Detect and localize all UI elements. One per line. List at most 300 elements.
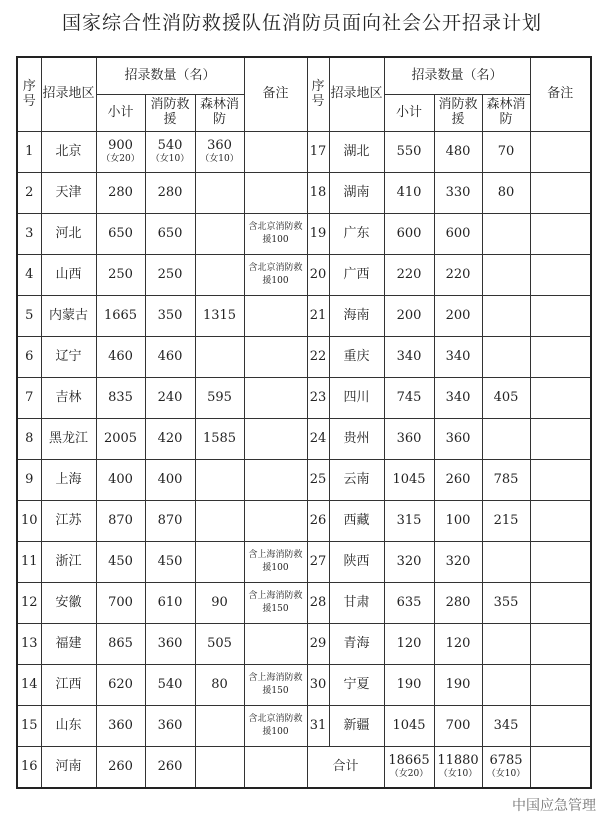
cell-value: 23 — [309, 389, 327, 405]
table-cell — [244, 173, 307, 214]
table-cell — [307, 296, 329, 337]
cell-value: 10 — [20, 512, 38, 528]
cell-value: 辽宁 — [55, 348, 82, 364]
cell-value: 870 — [108, 512, 133, 528]
cell-value: 100 — [445, 512, 471, 528]
table-cell — [384, 337, 434, 378]
table-cell — [17, 214, 41, 255]
watermark: 中国应急管理 — [512, 798, 596, 814]
cell-value: 海南 — [343, 307, 370, 323]
cell-value: 900 — [108, 138, 133, 154]
table-cell — [244, 460, 307, 501]
cell-value: 80 — [497, 184, 515, 200]
table-cell — [307, 173, 329, 214]
table-cell — [482, 132, 530, 173]
cell-value: 635 — [396, 594, 422, 610]
table-cell — [145, 542, 195, 583]
table-cell — [41, 419, 96, 460]
table-cell — [384, 214, 434, 255]
table-cell — [329, 214, 384, 255]
table-cell — [482, 173, 530, 214]
header-remark: 备注 — [244, 57, 307, 132]
cell-value: 70 — [497, 143, 515, 159]
cell-value: 6 — [25, 348, 34, 364]
table-cell — [244, 337, 307, 378]
cell-value: 内蒙古 — [48, 307, 88, 323]
cell-value: 14 — [20, 676, 38, 692]
table-row — [17, 583, 591, 624]
table-row — [17, 747, 591, 789]
cell-value: 330 — [445, 184, 471, 200]
table-row — [17, 706, 591, 747]
table-cell — [482, 255, 530, 296]
table-cell — [41, 501, 96, 542]
table-cell — [329, 501, 384, 542]
cell-value: 315 — [396, 512, 422, 528]
cell-value: 含上海消防救援150 — [248, 590, 303, 614]
cell-value: 1315 — [202, 307, 237, 323]
table-cell — [41, 296, 96, 337]
cell-value: 1045 — [392, 717, 426, 733]
table-cell — [145, 132, 195, 173]
cell-value: 745 — [396, 389, 422, 405]
cell-value: 260 — [108, 758, 133, 774]
cell-value: 350 — [157, 307, 183, 323]
cell-value: 250 — [108, 266, 133, 282]
table-cell — [96, 501, 145, 542]
cell-value: 870 — [157, 512, 183, 528]
cell-note: （女20） — [389, 769, 429, 780]
table-cell — [434, 747, 482, 789]
cell-value: 含北京消防救援100 — [248, 262, 303, 286]
cell-value: 黑龙江 — [48, 430, 88, 446]
header-forest: 森林消防 — [195, 95, 244, 132]
cell-note: （女10） — [438, 769, 478, 780]
cell-value: 120 — [445, 635, 471, 651]
table-cell — [145, 378, 195, 419]
table-cell — [145, 624, 195, 665]
table-cell — [145, 337, 195, 378]
cell-value: 700 — [445, 717, 471, 733]
table-cell — [482, 296, 530, 337]
table-cell — [145, 173, 195, 214]
table-cell — [530, 542, 591, 583]
cell-value: 360 — [207, 138, 232, 154]
table-row — [17, 337, 591, 378]
table-cell — [195, 542, 244, 583]
cell-value: 30 — [309, 676, 327, 692]
cell-value: 合计 — [332, 758, 359, 774]
table-cell — [244, 296, 307, 337]
table-cell — [96, 132, 145, 173]
cell-value: 11 — [20, 553, 38, 569]
table-row — [17, 460, 591, 501]
cell-value: 90 — [211, 594, 228, 610]
table-cell — [17, 173, 41, 214]
table-cell — [384, 706, 434, 747]
cell-value: 200 — [445, 307, 471, 323]
table-cell — [530, 665, 591, 706]
cell-value: 540 — [157, 138, 183, 154]
table-cell — [96, 214, 145, 255]
table-cell — [384, 255, 434, 296]
table-cell — [244, 501, 307, 542]
cell-value: 2 — [25, 184, 34, 200]
table-cell — [41, 460, 96, 501]
table-cell — [41, 255, 96, 296]
table-cell — [145, 255, 195, 296]
table-cell — [329, 132, 384, 173]
table-cell — [244, 214, 307, 255]
cell-value: 25 — [309, 471, 327, 487]
cell-value: 80 — [211, 676, 228, 692]
table-cell — [307, 378, 329, 419]
table-row — [17, 296, 591, 337]
table-cell — [41, 214, 96, 255]
cell-value: 340 — [445, 348, 471, 364]
cell-value: 595 — [207, 389, 232, 405]
cell-value: 460 — [157, 348, 183, 364]
cell-value: 200 — [396, 307, 422, 323]
cell-value: 3 — [25, 225, 34, 241]
cell-value: 9 — [25, 471, 34, 487]
table-cell — [96, 296, 145, 337]
cell-value: 新疆 — [343, 717, 370, 733]
table-cell — [41, 132, 96, 173]
table-cell — [96, 665, 145, 706]
cell-value: 8 — [25, 430, 34, 446]
table-cell — [307, 706, 329, 747]
cell-value: 贵州 — [343, 430, 370, 446]
table-cell — [195, 501, 244, 542]
table-cell — [195, 583, 244, 624]
cell-value: 20 — [309, 266, 327, 282]
header-forest: 森林消防 — [482, 95, 530, 132]
table-cell — [329, 419, 384, 460]
table-cell — [307, 460, 329, 501]
table-cell — [384, 419, 434, 460]
table-cell — [384, 665, 434, 706]
table-cell — [530, 378, 591, 419]
table-cell — [329, 296, 384, 337]
table-cell — [41, 624, 96, 665]
table-cell — [384, 173, 434, 214]
table-cell — [195, 747, 244, 789]
table-cell — [41, 337, 96, 378]
table-cell — [307, 419, 329, 460]
table-cell — [482, 583, 530, 624]
cell-value: 215 — [493, 512, 519, 528]
cell-value: 11880 — [437, 753, 479, 769]
cell-value: 江西 — [55, 676, 82, 692]
cell-note: （女10） — [200, 154, 239, 165]
table-cell — [145, 747, 195, 789]
table-cell — [96, 747, 145, 789]
cell-value: 360 — [157, 635, 183, 651]
table-cell — [195, 624, 244, 665]
table-cell — [96, 255, 145, 296]
cell-value: 15 — [20, 717, 38, 733]
table-cell — [530, 255, 591, 296]
table-cell — [329, 460, 384, 501]
cell-value: 河南 — [55, 758, 82, 774]
header-quantity: 招录数量（名） — [96, 57, 244, 95]
cell-value: 2005 — [103, 430, 138, 446]
cell-value: 220 — [445, 266, 471, 282]
table-cell — [482, 501, 530, 542]
cell-value: 480 — [445, 143, 471, 159]
header-no: 序号 — [17, 57, 41, 132]
table-row — [17, 542, 591, 583]
table-cell — [329, 583, 384, 624]
table-cell — [384, 460, 434, 501]
table-cell — [434, 542, 482, 583]
cell-value: 220 — [396, 266, 422, 282]
table-cell — [384, 542, 434, 583]
cell-value: 1045 — [392, 471, 426, 487]
cell-value: 400 — [157, 471, 183, 487]
table-cell — [482, 378, 530, 419]
cell-value: 280 — [157, 184, 183, 200]
table-cell — [17, 706, 41, 747]
cell-value: 320 — [396, 553, 422, 569]
table-cell — [41, 665, 96, 706]
table-cell — [195, 378, 244, 419]
cell-value: 陕西 — [343, 553, 370, 569]
cell-value: 550 — [396, 143, 422, 159]
cell-value: 600 — [396, 225, 422, 241]
cell-value: 420 — [157, 430, 183, 446]
table-cell — [17, 542, 41, 583]
cell-value: 含北京消防救援100 — [248, 221, 303, 245]
cell-value: 含上海消防救援100 — [248, 549, 303, 573]
table-cell — [384, 378, 434, 419]
table-cell — [482, 214, 530, 255]
table-cell — [434, 624, 482, 665]
table-cell — [434, 706, 482, 747]
cell-value: 18 — [309, 184, 327, 200]
table-cell — [41, 706, 96, 747]
cell-value: 重庆 — [343, 348, 370, 364]
table-cell — [482, 624, 530, 665]
table-row — [17, 378, 591, 419]
table-cell — [434, 665, 482, 706]
cell-value: 1 — [25, 143, 34, 159]
table-cell — [307, 255, 329, 296]
table-row — [17, 665, 591, 706]
cell-value: 甘肃 — [343, 594, 370, 610]
cell-value: 450 — [108, 553, 133, 569]
cell-value: 360 — [157, 717, 183, 733]
cell-value: 120 — [396, 635, 422, 651]
table-cell — [96, 706, 145, 747]
table-cell — [195, 296, 244, 337]
cell-value: 广西 — [343, 266, 370, 282]
cell-value: 620 — [108, 676, 133, 692]
table-row — [17, 132, 591, 173]
table-cell — [195, 173, 244, 214]
table-cell — [244, 419, 307, 460]
table-cell — [195, 132, 244, 173]
table-cell — [17, 747, 41, 789]
table-row — [17, 173, 591, 214]
cell-value: 865 — [108, 635, 133, 651]
cell-value: 上海 — [55, 471, 82, 487]
header-rescue: 消防救援 — [145, 95, 195, 132]
table-cell — [41, 378, 96, 419]
table-row — [17, 624, 591, 665]
cell-value: 340 — [396, 348, 422, 364]
table-row — [17, 501, 591, 542]
cell-value: 6785 — [489, 753, 523, 769]
table-cell — [434, 419, 482, 460]
cell-value: 700 — [108, 594, 133, 610]
cell-value: 610 — [157, 594, 183, 610]
table-cell — [530, 747, 591, 789]
header-remark: 备注 — [530, 57, 591, 132]
table-cell — [96, 542, 145, 583]
cell-value: 320 — [445, 553, 471, 569]
table-cell — [307, 501, 329, 542]
table-cell — [96, 583, 145, 624]
cell-value: 360 — [108, 717, 133, 733]
table-cell — [434, 501, 482, 542]
table-cell — [244, 624, 307, 665]
cell-value: 27 — [309, 553, 327, 569]
header-region: 招录地区 — [329, 57, 384, 132]
cell-value: 190 — [445, 676, 471, 692]
table-cell — [96, 419, 145, 460]
table-cell — [17, 337, 41, 378]
table-cell — [195, 419, 244, 460]
table-cell — [96, 173, 145, 214]
table-cell — [434, 337, 482, 378]
table-cell — [384, 132, 434, 173]
cell-note: （女10） — [486, 769, 526, 780]
header-subtotal: 小计 — [384, 95, 434, 132]
table-cell — [530, 460, 591, 501]
table-cell — [434, 173, 482, 214]
table-cell — [145, 706, 195, 747]
table-cell — [17, 501, 41, 542]
cell-value: 600 — [445, 225, 471, 241]
cell-value: 山东 — [55, 717, 82, 733]
cell-value: 650 — [108, 225, 133, 241]
cell-value: 410 — [396, 184, 422, 200]
table-cell — [307, 214, 329, 255]
header-subtotal: 小计 — [96, 95, 145, 132]
cell-value: 345 — [493, 717, 519, 733]
table-cell — [244, 747, 307, 789]
table-cell — [329, 337, 384, 378]
cell-value: 190 — [396, 676, 422, 692]
cell-value: 26 — [309, 512, 327, 528]
table-cell — [384, 501, 434, 542]
table-cell — [195, 337, 244, 378]
cell-value: 280 — [445, 594, 471, 610]
table-cell — [17, 665, 41, 706]
cell-value: 505 — [207, 635, 232, 651]
table-cell — [329, 665, 384, 706]
table-cell — [530, 296, 591, 337]
table-cell — [195, 214, 244, 255]
cell-value: 280 — [108, 184, 133, 200]
cell-value: 21 — [309, 307, 327, 323]
table-cell — [434, 255, 482, 296]
cell-value: 江苏 — [55, 512, 82, 528]
cell-note: （女20） — [101, 154, 140, 165]
table-cell — [17, 624, 41, 665]
cell-value: 含上海消防救援150 — [248, 672, 303, 696]
cell-value: 18665 — [388, 753, 430, 769]
table-cell — [17, 583, 41, 624]
cell-value: 山西 — [55, 266, 82, 282]
table-cell — [482, 419, 530, 460]
cell-value: 405 — [493, 389, 519, 405]
cell-value: 4 — [25, 266, 34, 282]
table-cell — [17, 460, 41, 501]
cell-value: 240 — [157, 389, 183, 405]
cell-value: 16 — [20, 758, 38, 774]
cell-value: 540 — [157, 676, 183, 692]
header-region: 招录地区 — [41, 57, 96, 132]
cell-value: 13 — [20, 635, 38, 651]
cell-value: 355 — [493, 594, 519, 610]
cell-value: 12 — [20, 594, 38, 610]
cell-value: 28 — [309, 594, 327, 610]
cell-value: 北京 — [55, 143, 82, 159]
table-cell — [307, 337, 329, 378]
table-cell — [434, 296, 482, 337]
cell-value: 460 — [108, 348, 133, 364]
table-cell — [41, 747, 96, 789]
table-cell — [307, 132, 329, 173]
table-cell — [384, 583, 434, 624]
cell-value: 17 — [309, 143, 327, 159]
recruitment-table — [16, 56, 592, 789]
table-row — [17, 255, 591, 296]
cell-value: 宁夏 — [343, 676, 370, 692]
table-cell — [96, 337, 145, 378]
table-cell — [195, 665, 244, 706]
table-cell — [434, 583, 482, 624]
cell-value: 360 — [445, 430, 471, 446]
table-cell — [244, 542, 307, 583]
table-cell — [195, 706, 244, 747]
table-cell — [17, 255, 41, 296]
table-cell — [482, 747, 530, 789]
cell-value: 浙江 — [55, 553, 82, 569]
table-cell — [96, 460, 145, 501]
table-cell — [307, 624, 329, 665]
table-cell — [244, 255, 307, 296]
table-cell — [244, 583, 307, 624]
cell-value: 天津 — [55, 184, 82, 200]
table-cell — [96, 378, 145, 419]
table-cell — [329, 173, 384, 214]
document-title: 国家综合性消防救援队伍消防员面向社会公开招录计划 — [61, 12, 542, 34]
table-cell — [244, 378, 307, 419]
cell-value: 吉林 — [55, 389, 82, 405]
table-cell — [329, 255, 384, 296]
table-cell — [384, 296, 434, 337]
cell-value: 西藏 — [343, 512, 370, 528]
table-cell — [434, 132, 482, 173]
table-cell — [17, 378, 41, 419]
table-cell — [434, 378, 482, 419]
cell-note: （女10） — [150, 154, 190, 165]
table-cell — [329, 378, 384, 419]
